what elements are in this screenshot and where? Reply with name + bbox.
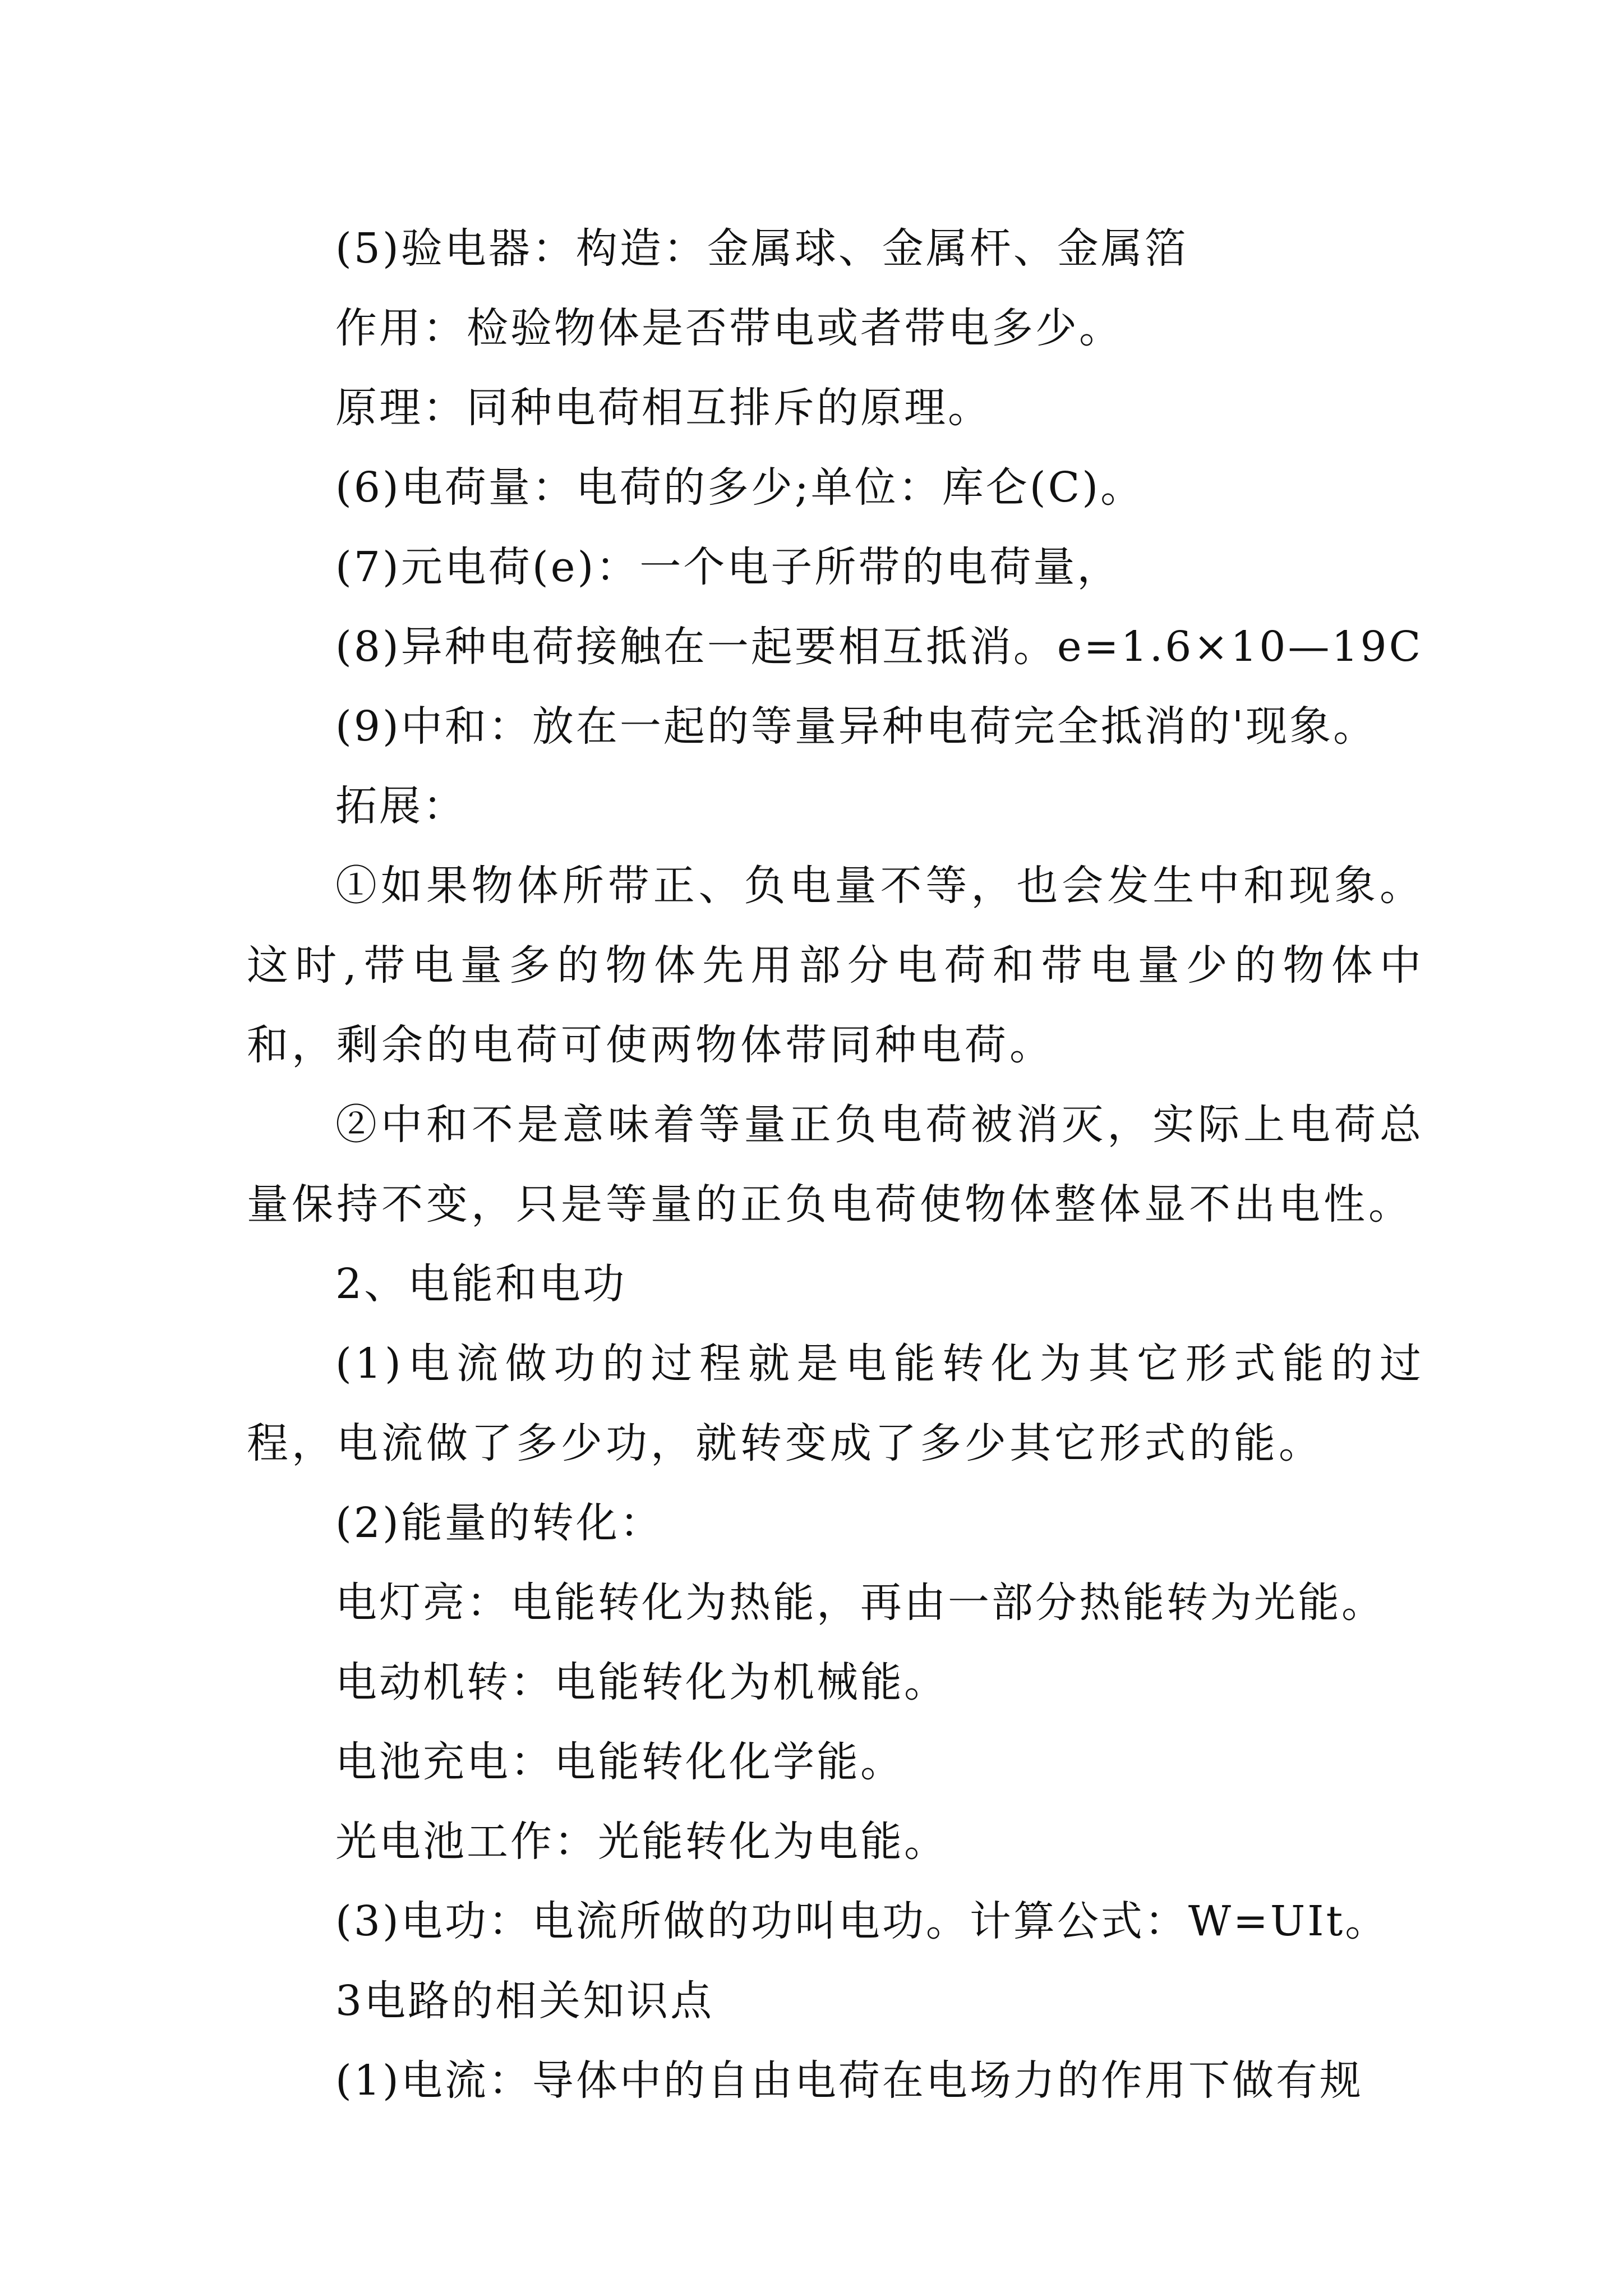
text-line-principle: 原理：同种电荷相互排斥的原理。 (335, 384, 992, 432)
text-line-electric-work-formula: (3)电功：电流所做的功叫电功。计算公式：W=UIt。 (335, 1897, 1389, 1945)
text-line-neutralization: (9)中和：放在一起的等量异种电荷完全抵消的'现象。 (335, 702, 1377, 751)
text-line-electroscope: (5)验电器：构造：金属球、金属杆、金属箔 (335, 224, 1188, 273)
document-body (247, 209, 1430, 2120)
section-heading-circuit: 3电路的相关知识点 (335, 1977, 714, 2025)
text-line-photocell: 光电池工作：光能转化为电能。 (335, 1818, 948, 1866)
text-line-extension: 拓展： (335, 782, 467, 830)
text-line-opposite-charges: (8)异种电荷接触在一起要相互抵消。e=1.6×10—19C (335, 623, 1423, 671)
text-line-battery-charging: 电池充电：电能转化化学能。 (335, 1738, 904, 1786)
paragraph-current-work: (1)电流做功的过程就是电能转化为其它形式能的过程，电流做了多少功，就转变成了多少其它形式的能。 (247, 1340, 1424, 1467)
text-line-motor: 电动机转：电能转化为机械能。 (335, 1658, 948, 1706)
text-line-current-definition: (1)电流：导体中的自由电荷在电场力的作用下做有规 (335, 2056, 1363, 2105)
text-line-charge-quantity: (6)电荷量：电荷的多少;单位：库仑(C)。 (335, 463, 1145, 512)
text-line-energy-conversion: (2)能量的转化： (335, 1499, 663, 1547)
text-line-function: 作用：检验物体是否带电或者带电多少。 (335, 304, 1123, 352)
text-line-elementary-charge: (7)元电荷(e)：一个电子所带的电荷量， (335, 543, 1121, 591)
section-heading-electric-work: 2、电能和电功 (335, 1260, 627, 1308)
paragraph-unequal-charges: ①如果物体所带正、负电量不等，也会发生中和现象。这时,带电量多的物体先用部分电荷和带电量少的物体中和，剩余的电荷可使两物体带同种电荷。 (247, 862, 1424, 1069)
paragraph-charge-conservation: ②中和不是意味着等量正负电荷被消灭，实际上电荷总量保持不变，只是等量的正负电荷使物体整体显不出电性。 (247, 1101, 1424, 1228)
text-line-lamp: 电灯亮：电能转化为热能，再由一部分热能转为光能。 (335, 1579, 1385, 1627)
